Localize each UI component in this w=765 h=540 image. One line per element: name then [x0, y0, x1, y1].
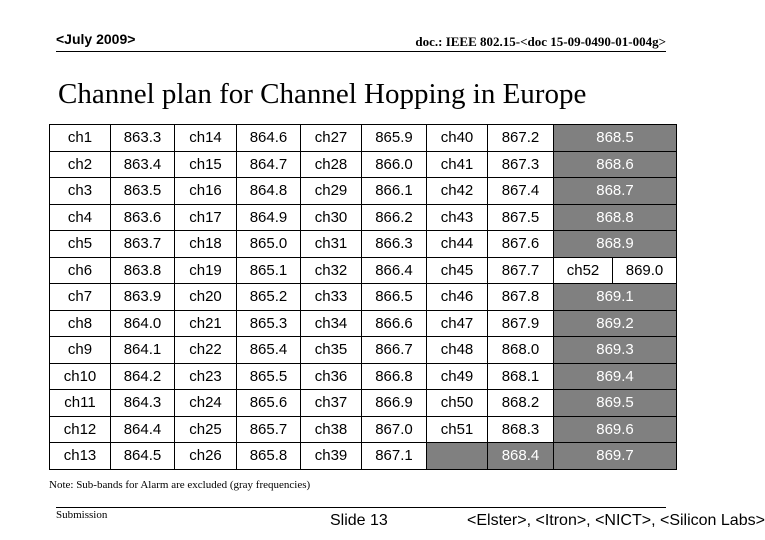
- frequency-cell: 865.9: [362, 125, 427, 152]
- alarm-frequency-cell: 869.7: [554, 443, 677, 470]
- channel-cell: ch5: [50, 231, 111, 258]
- frequency-cell: 865.0: [237, 231, 301, 258]
- channel-table-body: [50, 125, 677, 470]
- frequency-cell: 865.3: [237, 310, 301, 337]
- frequency-cell: 865.1: [237, 257, 301, 284]
- footer-authors: <Elster>, <Itron>, <NICT>, <Silicon Labs>: [467, 512, 765, 529]
- frequency-cell: 863.6: [111, 204, 175, 231]
- channel-cell: ch2: [50, 151, 111, 178]
- channel-cell: ch39: [301, 443, 362, 470]
- alarm-frequency-cell: 868.8: [554, 204, 677, 231]
- channel-cell: ch21: [175, 310, 237, 337]
- channel-cell: ch9: [50, 337, 111, 364]
- frequency-cell: 864.1: [111, 337, 175, 364]
- channel-cell: ch47: [427, 310, 488, 337]
- channel-cell: ch45: [427, 257, 488, 284]
- alarm-frequency-cell: 868.7: [554, 178, 677, 205]
- slide-title: Channel plan for Channel Hopping in Europe: [58, 78, 587, 110]
- channel-cell: ch3: [50, 178, 111, 205]
- frequency-cell: 866.7: [362, 337, 427, 364]
- table-row: [50, 390, 677, 417]
- frequency-cell: 864.5: [111, 443, 175, 470]
- channel-cell: ch33: [301, 284, 362, 311]
- frequency-cell: 864.7: [237, 151, 301, 178]
- channel-cell: ch15: [175, 151, 237, 178]
- frequency-cell: 867.5: [488, 204, 554, 231]
- table-row: [50, 204, 677, 231]
- table-row: [50, 178, 677, 205]
- channel-cell: ch30: [301, 204, 362, 231]
- table-row: [50, 257, 677, 284]
- frequency-cell: 864.2: [111, 363, 175, 390]
- table-row: [50, 231, 677, 258]
- frequency-cell: 865.5: [237, 363, 301, 390]
- channel-cell: ch28: [301, 151, 362, 178]
- frequency-cell: 864.3: [111, 390, 175, 417]
- frequency-cell: 868.4: [488, 443, 554, 470]
- alarm-frequency-cell: 869.1: [554, 284, 677, 311]
- frequency-cell: 866.5: [362, 284, 427, 311]
- table-row: [50, 125, 677, 152]
- channel-cell: ch36: [301, 363, 362, 390]
- header-date: <July 2009>: [56, 31, 136, 47]
- channel-cell: ch42: [427, 178, 488, 205]
- table-row: [50, 443, 677, 470]
- channel-cell: ch25: [175, 416, 237, 443]
- frequency-cell: 866.3: [362, 231, 427, 258]
- channel-cell: ch35: [301, 337, 362, 364]
- alarm-frequency-cell: 869.3: [554, 337, 677, 364]
- channel-table: [49, 124, 677, 470]
- frequency-cell: 866.0: [362, 151, 427, 178]
- frequency-cell: 863.5: [111, 178, 175, 205]
- channel-cell: ch19: [175, 257, 237, 284]
- frequency-cell: 863.7: [111, 231, 175, 258]
- frequency-cell: 867.6: [488, 231, 554, 258]
- alarm-frequency-cell: 868.6: [554, 151, 677, 178]
- channel-cell: ch17: [175, 204, 237, 231]
- channel-cell: ch6: [50, 257, 111, 284]
- frequency-cell: 865.8: [237, 443, 301, 470]
- channel-cell: ch7: [50, 284, 111, 311]
- table-row: [50, 310, 677, 337]
- table-row: [50, 151, 677, 178]
- frequency-cell: 864.4: [111, 416, 175, 443]
- table-row: [50, 416, 677, 443]
- frequency-cell: 864.8: [237, 178, 301, 205]
- channel-cell: ch18: [175, 231, 237, 258]
- frequency-cell: 865.2: [237, 284, 301, 311]
- channel-cell: ch40: [427, 125, 488, 152]
- channel-cell: ch13: [50, 443, 111, 470]
- frequency-cell: 864.6: [237, 125, 301, 152]
- channel-cell: ch32: [301, 257, 362, 284]
- frequency-cell: 866.9: [362, 390, 427, 417]
- frequency-cell: 869.0: [613, 257, 677, 284]
- channel-cell: ch14: [175, 125, 237, 152]
- channel-cell: ch22: [175, 337, 237, 364]
- frequency-cell: 863.4: [111, 151, 175, 178]
- alarm-frequency-cell: 868.9: [554, 231, 677, 258]
- frequency-cell: 865.4: [237, 337, 301, 364]
- frequency-cell: 867.9: [488, 310, 554, 337]
- frequency-cell: 866.6: [362, 310, 427, 337]
- channel-cell: ch16: [175, 178, 237, 205]
- channel-cell: ch49: [427, 363, 488, 390]
- channel-cell: ch37: [301, 390, 362, 417]
- channel-cell: ch4: [50, 204, 111, 231]
- frequency-cell: 868.0: [488, 337, 554, 364]
- table-row: [50, 363, 677, 390]
- channel-cell: ch41: [427, 151, 488, 178]
- channel-cell: ch20: [175, 284, 237, 311]
- alarm-frequency-cell: 868.5: [554, 125, 677, 152]
- channel-cell: ch27: [301, 125, 362, 152]
- channel-cell: ch10: [50, 363, 111, 390]
- frequency-cell: 866.2: [362, 204, 427, 231]
- frequency-cell: 863.3: [111, 125, 175, 152]
- frequency-cell: 867.8: [488, 284, 554, 311]
- alarm-frequency-cell: 869.2: [554, 310, 677, 337]
- footer-slide-number: Slide 13: [330, 512, 388, 529]
- channel-cell: ch24: [175, 390, 237, 417]
- channel-cell: ch44: [427, 231, 488, 258]
- table-row: [50, 284, 677, 311]
- channel-cell: ch52: [554, 257, 613, 284]
- frequency-cell: 866.4: [362, 257, 427, 284]
- table-row: [50, 337, 677, 364]
- frequency-cell: 868.3: [488, 416, 554, 443]
- frequency-cell: 865.7: [237, 416, 301, 443]
- frequency-cell: 865.6: [237, 390, 301, 417]
- channel-cell: ch26: [175, 443, 237, 470]
- footer-submission: Submission: [56, 509, 108, 521]
- channel-cell: ch8: [50, 310, 111, 337]
- channel-cell: ch34: [301, 310, 362, 337]
- frequency-cell: 863.8: [111, 257, 175, 284]
- header-doc-id: doc.: IEEE 802.15-<doc 15-09-0490-01-004g>: [415, 34, 666, 49]
- footer-divider: [56, 507, 666, 508]
- frequency-cell: 863.9: [111, 284, 175, 311]
- alarm-frequency-cell: 869.6: [554, 416, 677, 443]
- frequency-cell: 867.2: [488, 125, 554, 152]
- frequency-cell: 867.7: [488, 257, 554, 284]
- footnote: Note: Sub-bands for Alarm are excluded (gray frequencies): [49, 479, 311, 491]
- frequency-cell: 867.0: [362, 416, 427, 443]
- channel-cell: ch46: [427, 284, 488, 311]
- channel-cell: ch12: [50, 416, 111, 443]
- channel-cell: ch11: [50, 390, 111, 417]
- frequency-cell: 864.9: [237, 204, 301, 231]
- frequency-cell: 866.8: [362, 363, 427, 390]
- channel-cell: ch31: [301, 231, 362, 258]
- channel-cell: ch1: [50, 125, 111, 152]
- alarm-frequency-cell: 869.4: [554, 363, 677, 390]
- frequency-cell: 866.1: [362, 178, 427, 205]
- channel-cell: ch43: [427, 204, 488, 231]
- empty-cell: [427, 443, 488, 470]
- frequency-cell: 868.2: [488, 390, 554, 417]
- frequency-cell: 864.0: [111, 310, 175, 337]
- header-divider: [56, 51, 666, 52]
- channel-cell: ch48: [427, 337, 488, 364]
- frequency-cell: 868.1: [488, 363, 554, 390]
- frequency-cell: 867.4: [488, 178, 554, 205]
- channel-cell: ch38: [301, 416, 362, 443]
- alarm-frequency-cell: 869.5: [554, 390, 677, 417]
- channel-cell: ch50: [427, 390, 488, 417]
- channel-cell: ch51: [427, 416, 488, 443]
- frequency-cell: 867.3: [488, 151, 554, 178]
- channel-cell: ch29: [301, 178, 362, 205]
- channel-cell: ch23: [175, 363, 237, 390]
- frequency-cell: 867.1: [362, 443, 427, 470]
